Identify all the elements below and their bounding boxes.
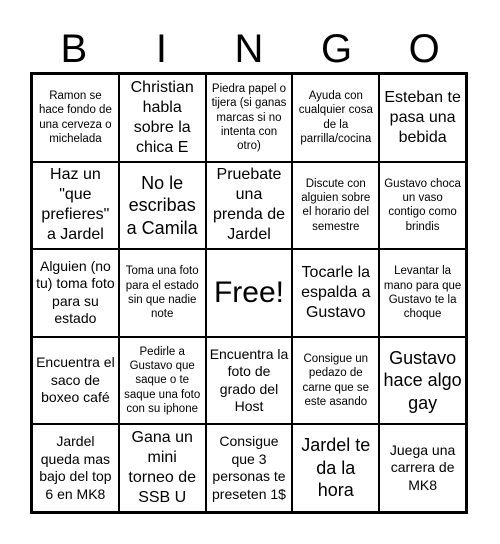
bingo-cell-r1-c3[interactable]: Piedra papel o tijera (si ganas marcas si no intenta con otro) xyxy=(206,74,293,162)
header-letter-b: B xyxy=(60,27,88,71)
bingo-cell-r5-c4[interactable]: Jardel te da la hora xyxy=(292,424,379,512)
bingo-cell-r3-c5[interactable]: Levantar la mano para que Gustavo te la choque xyxy=(379,249,466,337)
bingo-cell-r5-c2[interactable]: Gana un mini torneo de SSB U xyxy=(119,424,206,512)
bingo-header xyxy=(30,26,468,72)
header-letter-o: O xyxy=(408,27,440,71)
bingo-cell-r4-c3[interactable]: Encuentra la foto de grado del Host xyxy=(206,337,293,425)
bingo-cell-r2-c1[interactable]: Haz un "que prefieres" a Jardel xyxy=(32,162,119,250)
bingo-cell-r4-c4[interactable]: Consigue un pedazo de carne que se este asando xyxy=(292,337,379,425)
bingo-cell-r2-c3[interactable]: Pruebate una prenda de Jardel xyxy=(206,162,293,250)
bingo-board xyxy=(30,72,468,514)
bingo-cell-r4-c2[interactable]: Pedirle a Gustavo que saque o te saque una foto con su iphone xyxy=(119,337,206,425)
bingo-cell-r2-c4[interactable]: Discute con alguien sobre el horario del semestre xyxy=(292,162,379,250)
bingo-cell-r1-c4[interactable]: Ayuda con cualquier cosa de la parrilla/cocina xyxy=(292,74,379,162)
bingo-cell-r2-c5[interactable]: Gustavo choca un vaso contigo como brindis xyxy=(379,162,466,250)
bingo-cell-r4-c5[interactable]: Gustavo hace algo gay xyxy=(379,337,466,425)
header-letter-g: G xyxy=(321,27,353,71)
bingo-cell-r5-c3[interactable]: Consigue que 3 personas te preseten 1$ xyxy=(206,424,293,512)
bingo-cell-r5-c1[interactable]: Jardel queda mas bajo del top 6 en MK8 xyxy=(32,424,119,512)
bingo-cell-r1-c5[interactable]: Esteban te pasa una bebida xyxy=(379,74,466,162)
header-letter-i: I xyxy=(155,27,167,71)
bingo-cell-r3-c1[interactable]: Alguien (no tu) toma foto para su estado xyxy=(32,249,119,337)
header-letter-n: N xyxy=(234,27,264,71)
bingo-cell-r3-c4[interactable]: Tocarle la espalda a Gustavo xyxy=(292,249,379,337)
bingo-cell-r3-c2[interactable]: Toma una foto para el estado sin que nadie note xyxy=(119,249,206,337)
bingo-cell-r4-c1[interactable]: Encuentra el saco de boxeo café xyxy=(32,337,119,425)
bingo-cell-r2-c2[interactable]: No le escribas a Camila xyxy=(119,162,206,250)
bingo-cell-r1-c1[interactable]: Ramon se hace fondo de una cerveza o michelada xyxy=(32,74,119,162)
bingo-cell-r5-c5[interactable]: Juega una carrera de MK8 xyxy=(379,424,466,512)
bingo-cell-r1-c2[interactable]: Christian habla sobre la chica E xyxy=(119,74,206,162)
bingo-cell-free[interactable]: Free! xyxy=(206,249,293,337)
